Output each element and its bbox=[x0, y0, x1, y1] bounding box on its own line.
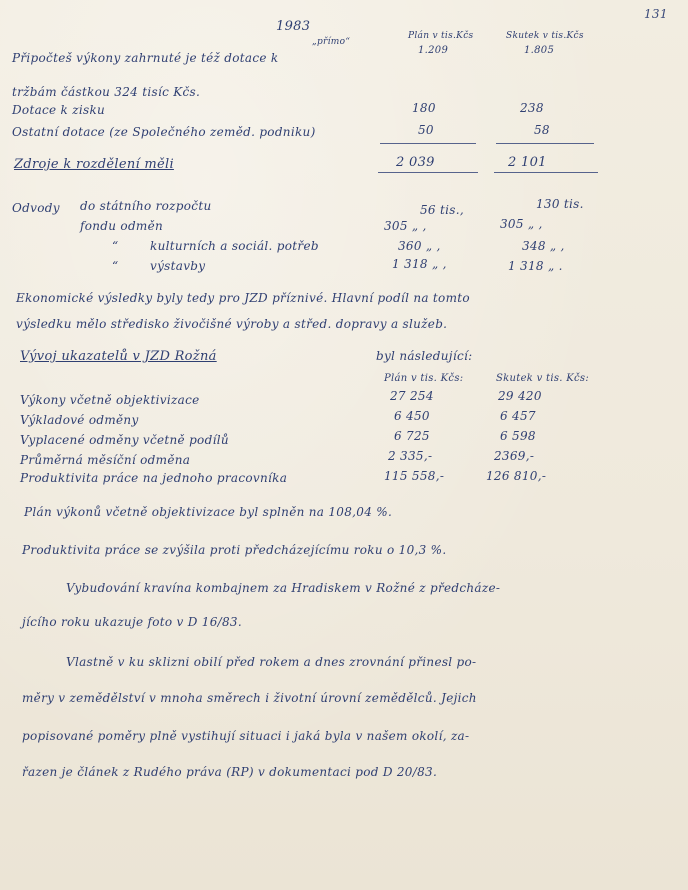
development-row-plan: 6 450 bbox=[394, 409, 430, 423]
development-row-actual: 126 810,- bbox=[486, 469, 547, 483]
development-row-label: Výkladové odměny bbox=[20, 413, 139, 427]
intro-line: Připočteš výkony zahrnuté je též dotace k bbox=[12, 51, 279, 65]
odvody-item-label: výstavby bbox=[150, 259, 206, 273]
development-actual-header: Skutek v tis. Kčs: bbox=[496, 373, 590, 384]
development-row-plan: 115 558,- bbox=[384, 469, 445, 483]
paragraph-line: Vlastně v ku sklizni obilí před rokem a dnes zrovnání přinesl po- bbox=[66, 655, 477, 669]
odvody-item-actual: 130 tis. bbox=[536, 197, 584, 211]
paragraph-line: řazen je článek z Rudého práva (RP) v dokumentaci pod D 20/83. bbox=[22, 765, 438, 779]
development-heading: Vývoj ukazatelů v JZD Rožná bbox=[20, 349, 217, 364]
odvody-item-label: do státního rozpočtu bbox=[80, 199, 212, 213]
paragraph-line: Produktivita práce se zvýšila proti předcházejícímu roku o 10,3 %. bbox=[22, 543, 447, 557]
sum-rule bbox=[380, 143, 476, 144]
paragraph-line: jícího roku ukazuje foto v D 16/83. bbox=[22, 615, 242, 629]
total-plan: 2 039 bbox=[396, 155, 435, 170]
development-row-label: Vyplacené odměny včetně podílů bbox=[20, 433, 229, 447]
odvody-item-plan: 56 tis., bbox=[420, 203, 464, 217]
odvody-item-plan: 305 „ , bbox=[384, 219, 427, 233]
total-label: Zdroje k rozdělení měli bbox=[14, 157, 174, 172]
odvody-item-actual: 1 318 „ . bbox=[508, 259, 563, 273]
odvody-item-plan: 1 318 „ , bbox=[392, 257, 447, 271]
odvody-item-actual: 348 „ , bbox=[522, 239, 565, 253]
odvody-item-label: kulturních a sociál. potřeb bbox=[150, 239, 319, 253]
development-row-actual: 2369,- bbox=[494, 449, 535, 463]
actual-column-value: 1.805 bbox=[524, 45, 555, 56]
development-row-actual: 6 598 bbox=[500, 429, 536, 443]
paragraph-line: Ekonomické výsledky byly tedy pro JZD příznivé. Hlavní podíl na tomto bbox=[16, 291, 470, 305]
odvody-item-actual: 305 „ , bbox=[500, 217, 543, 231]
total-rule bbox=[494, 172, 598, 173]
row-label: Ostatní dotace (ze Společného zeměd. podniku) bbox=[12, 125, 316, 139]
development-row-actual: 29 420 bbox=[498, 389, 542, 403]
ditto-mark: “ bbox=[112, 239, 119, 253]
plan-column-header: Plán v tis.Kčs bbox=[408, 31, 474, 41]
paragraph-line: měry v zemědělství v mnoha směrech i životní úrovní zemědělců. Jejich bbox=[22, 691, 477, 705]
paragraph-line: Plán výkonů včetně objektivizace byl splněn na 108,04 %. bbox=[24, 505, 393, 519]
development-heading-rest: byl následující: bbox=[376, 349, 473, 363]
odvody-item-plan: 360 „ , bbox=[398, 239, 441, 253]
development-row-plan: 6 725 bbox=[394, 429, 430, 443]
detail-line: tržbám částkou 324 tisíc Kčs. bbox=[12, 85, 201, 99]
insertion-note: „přímo“ bbox=[312, 37, 351, 47]
ditto-mark: “ bbox=[112, 259, 119, 273]
development-row-actual: 6 457 bbox=[500, 409, 536, 423]
paragraph-line: popisované poměry plně vystihují situaci i jaká byla v našem okolí, za- bbox=[22, 729, 470, 743]
odvody-heading: Odvody bbox=[12, 201, 60, 215]
paragraph-line: výsledku mělo středisko živočišné výroby a střed. dopravy a služeb. bbox=[16, 317, 448, 331]
development-row-plan: 2 335,- bbox=[388, 449, 433, 463]
paragraph-line: Vybudování kravína kombajnem za Hradiskem v Rožné z předcháze- bbox=[66, 581, 501, 595]
actual-column-header: Skutek v tis.Kčs bbox=[506, 31, 584, 41]
row-actual: 238 bbox=[520, 101, 544, 115]
odvody-item-label: fondu odměn bbox=[80, 219, 164, 233]
plan-column-value: 1.209 bbox=[418, 45, 449, 56]
total-rule bbox=[378, 172, 478, 173]
development-row-label: Produktivita práce na jednoho pracovníka bbox=[20, 471, 288, 485]
row-label: Dotace k zisku bbox=[12, 103, 106, 117]
row-actual: 58 bbox=[534, 123, 550, 137]
total-actual: 2 101 bbox=[508, 155, 547, 170]
development-plan-header: Plán v tis. Kčs: bbox=[384, 373, 464, 384]
sum-rule bbox=[496, 143, 594, 144]
development-row-label: Průměrná měsíční odměna bbox=[20, 453, 191, 467]
page-number: 131 bbox=[644, 7, 668, 21]
row-plan: 180 bbox=[412, 101, 436, 115]
row-plan: 50 bbox=[418, 123, 434, 137]
year-heading: 1983 bbox=[276, 19, 311, 34]
development-row-plan: 27 254 bbox=[390, 389, 434, 403]
development-row-label: Výkony včetně objektivizace bbox=[20, 393, 200, 407]
